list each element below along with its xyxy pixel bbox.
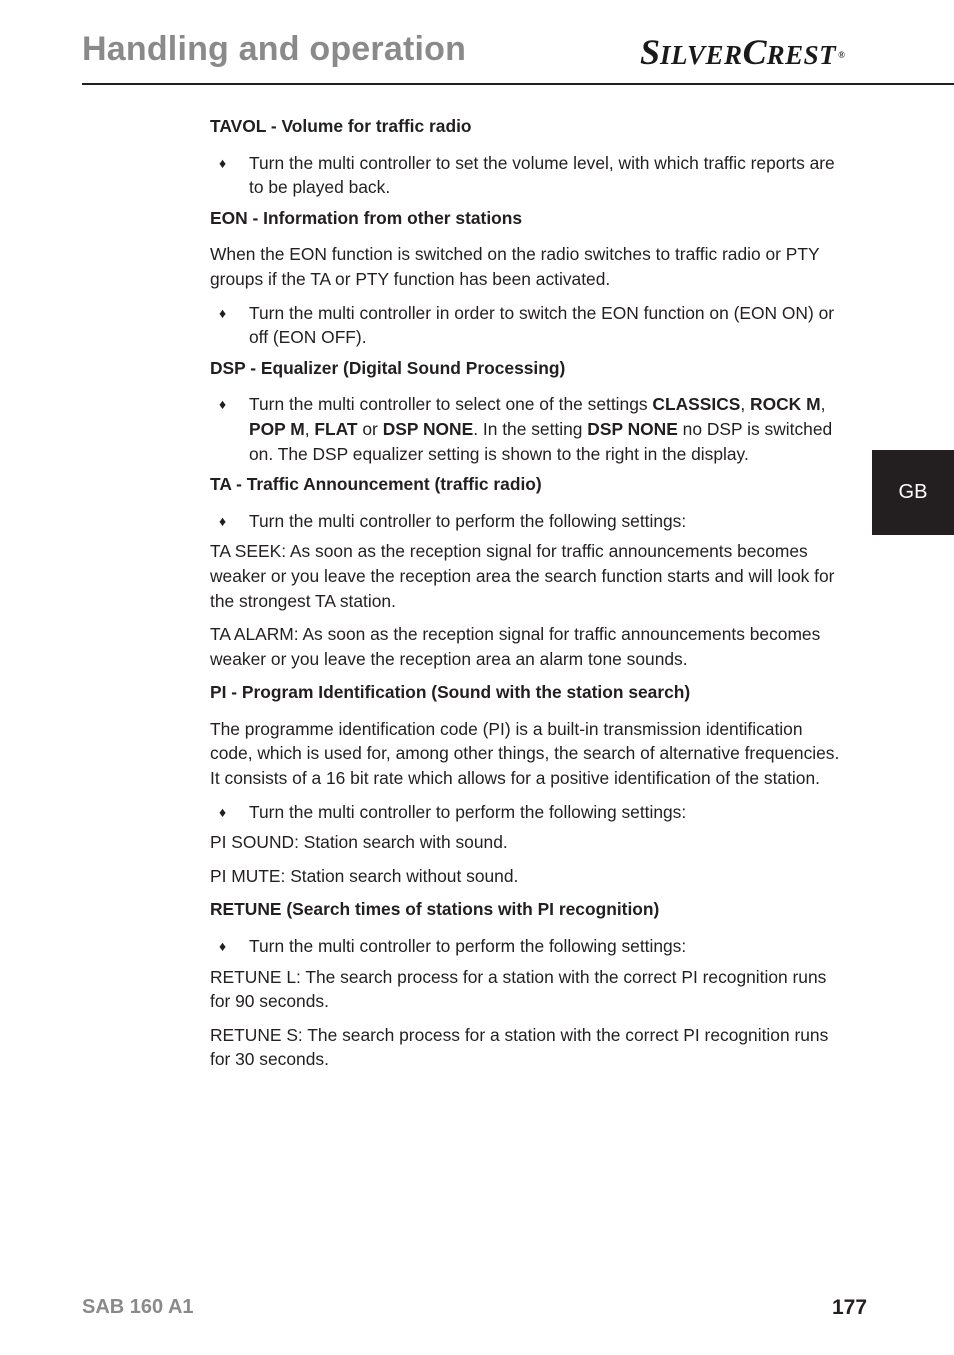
setting-pop-m: POP M [249,418,305,439]
section-heading-eon: EON - Information from other stations [210,207,523,228]
silvercrest-logo [640,34,845,70]
bullet-text: Turn the multi controller in order to switch the EON function on (EON ON) or off (EON OFF). [249,302,835,348]
setting-dsp-none: DSP NONE [587,418,678,439]
bullet-diamond-icon: ♦ [219,803,227,820]
bullet-diamond-icon: ♦ [219,154,227,171]
section-heading-retune: RETUNE (Search times of stations with PI recognition) [210,899,660,920]
text-run: , [820,394,826,415]
text-run: . In the setting [473,418,588,439]
page-number: 177 [832,1296,868,1319]
text-run: , [304,418,315,439]
bullet-item [210,392,840,466]
language-tab-label: GB [898,481,928,503]
header-rule [82,83,954,85]
paragraph: RETUNE L: The search process for a station with the correct PI recognition runs for 90 seconds. [210,966,827,1012]
bullet-text: Turn the multi controller to perform the following settings: [249,801,687,822]
paragraph: PI MUTE: Station search without sound. [210,865,519,886]
logo-letter: S [640,32,661,72]
paragraph: TA SEEK: As soon as the reception signal for traffic announcements becomes weaker or you leave the reception area the search function starts and will look for the strongest TA station. [210,541,835,611]
bullet-item [210,509,840,534]
section-heading-ta: TA - Traffic Announcement (traffic radio) [210,474,542,495]
text-run: , [740,394,751,415]
text-run: Turn the multi controller to select one of the settings [249,394,653,415]
bullet-text: Turn the multi controller to set the volume level, with which traffic reports are to be played back. [249,152,835,198]
bullet-item [210,934,840,959]
text-run: no DSP is switched on. The DSP equalizer setting is shown to the right in the display. [249,418,833,464]
section-heading-tavol: TAVOL - Volume for traffic radio [210,116,472,136]
bullet-text: Turn the multi controller to perform the following settings: [249,936,687,957]
setting-classics: CLASSICS [652,394,741,415]
page-title: Handling and operation [82,30,467,68]
paragraph: TA ALARM: As soon as the reception signal for traffic announcements becomes weaker or you leave the reception area an alarm tone sounds. [210,624,821,669]
language-tab [872,450,954,535]
paragraph: When the EON function is switched on the radio switches to traffic radio or PTY groups if the TA or PTY function has been activated. [210,244,820,289]
bullet-item [210,301,840,350]
setting-dsp-none: DSP NONE [382,418,474,439]
logo-letters: REST [766,40,837,70]
main-content [210,114,840,1081]
bullet-diamond-icon: ♦ [219,938,227,955]
bullet-text: Turn the multi controller to perform the following settings: [249,510,687,531]
bullet-item [210,800,840,825]
bullet-diamond-icon: ♦ [219,304,227,321]
registered-mark: ® [838,49,845,60]
setting-rock-m: ROCK M [750,394,821,415]
bullet-item [210,151,840,200]
paragraph: The programme identification code (PI) is a built-in transmission identification code, which is used for, among other things, the search of alternative frequencies. It consists of a 16 bit rate which allows for a positive identification of the station. [210,718,840,789]
section-heading-pi: PI - Program Identification (Sound with the station search) [210,682,691,703]
bullet-diamond-icon: ♦ [219,396,227,413]
section-heading-dsp: DSP - Equalizer (Digital Sound Processing) [210,357,566,378]
bullet-diamond-icon: ♦ [219,512,227,529]
paragraph: PI SOUND: Station search with sound. [210,832,508,853]
setting-flat: FLAT [314,418,358,439]
bullet-text [249,394,832,463]
logo-letter: C [742,32,767,72]
logo-letters: ILVER [660,40,743,70]
paragraph: RETUNE S: The search process for a station with the correct PI recognition runs for 30 seconds. [210,1024,829,1070]
text-run: or [357,418,383,439]
model-number: SAB 160 A1 [82,1296,194,1318]
